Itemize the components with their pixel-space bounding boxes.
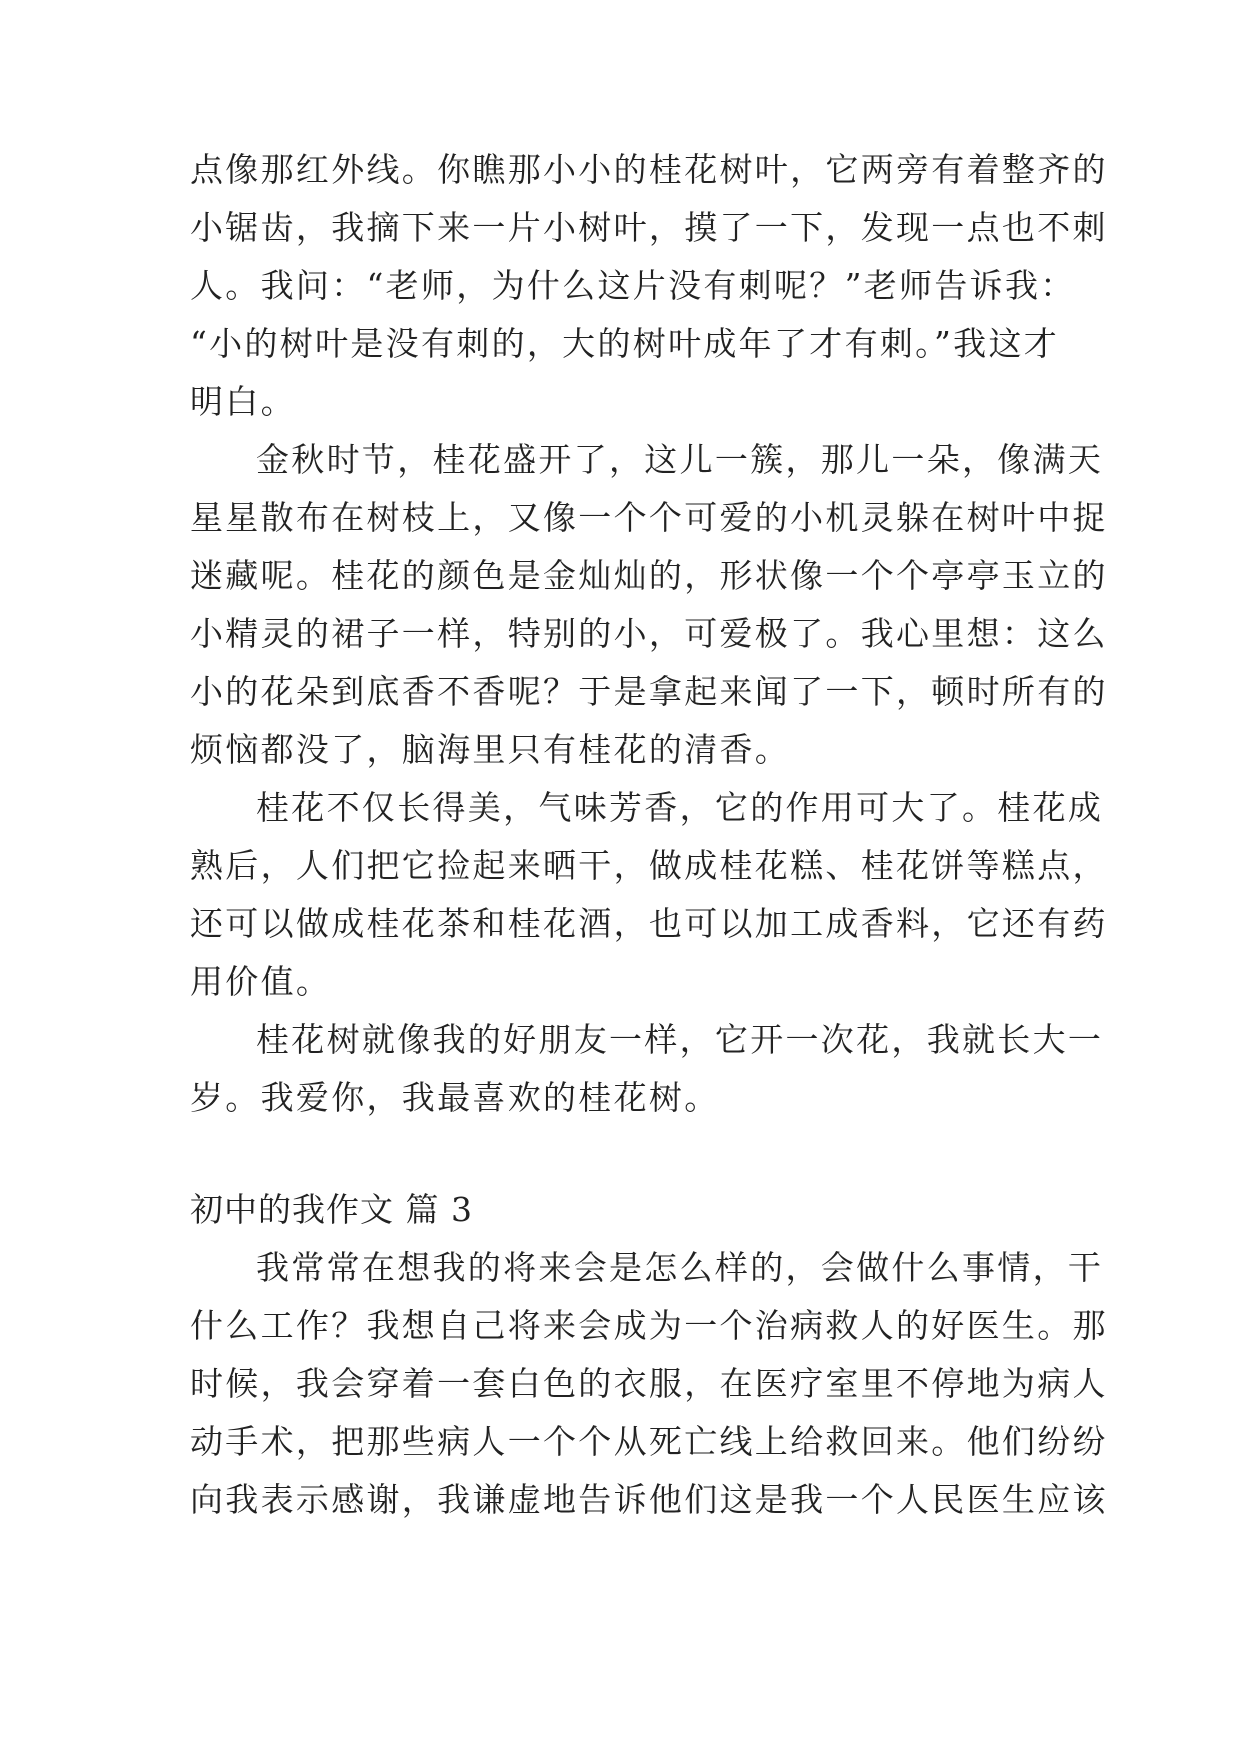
text-line: 时候，我会穿着一套白色的衣服，在医疗室里不停地为病人	[190, 1364, 1108, 1403]
section-heading: 初中的我作文 篇 3	[190, 1190, 473, 1229]
text-line: 向我表示感谢，我谦虚地告诉他们这是我一个人民医生应该	[190, 1480, 1108, 1519]
text-line: 桂花不仅长得美，气味芳香，它的作用可大了。桂花成	[256, 788, 1104, 827]
text-line: 熟后，人们把它捡起来晒干，做成桂花糕、桂花饼等糕点，	[190, 846, 1108, 885]
text-line: 动手术，把那些病人一个个从死亡线上给救回来。他们纷纷	[190, 1422, 1108, 1461]
text-line: 迷藏呢。桂花的颜色是金灿灿的，形状像一个个亭亭玉立的	[190, 556, 1108, 595]
text-line: 点像那红外线。你瞧那小小的桂花树叶，它两旁有着整齐的	[190, 150, 1108, 189]
text-line: 小精灵的裙子一样，特别的小，可爱极了。我心里想：这么	[190, 614, 1108, 653]
text-line: 桂花树就像我的好朋友一样，它开一次花，我就长大一	[256, 1020, 1104, 1059]
text-line: “小的树叶是没有刺的，大的树叶成年了才有刺。”我这才	[190, 324, 1060, 363]
text-line: 我常常在想我的将来会是怎么样的，会做什么事情，干	[256, 1248, 1104, 1287]
text-line: 金秋时节，桂花盛开了，这儿一簇，那儿一朵，像满天	[256, 440, 1104, 479]
text-line: 岁。我爱你，我最喜欢的桂花树。	[190, 1078, 720, 1117]
text-line: 小的花朵到底香不香呢？于是拿起来闻了一下，顿时所有的	[190, 672, 1108, 711]
text-line: 明白。	[190, 382, 296, 421]
text-line: 烦恼都没了，脑海里只有桂花的清香。	[190, 730, 791, 769]
text-line: 用价值。	[190, 962, 332, 1001]
text-line: 星星散布在树枝上，又像一个个可爱的小机灵躲在树叶中捉	[190, 498, 1108, 537]
text-line: 人。我问：“老师，为什么这片没有刺呢？”老师告诉我：	[190, 266, 1076, 305]
text-line: 什么工作？我想自己将来会成为一个治病救人的好医生。那	[190, 1306, 1108, 1345]
text-line: 还可以做成桂花茶和桂花酒，也可以加工成香料，它还有药	[190, 904, 1108, 943]
text-line: 小锯齿，我摘下来一片小树叶，摸了一下，发现一点也不刺	[190, 208, 1108, 247]
